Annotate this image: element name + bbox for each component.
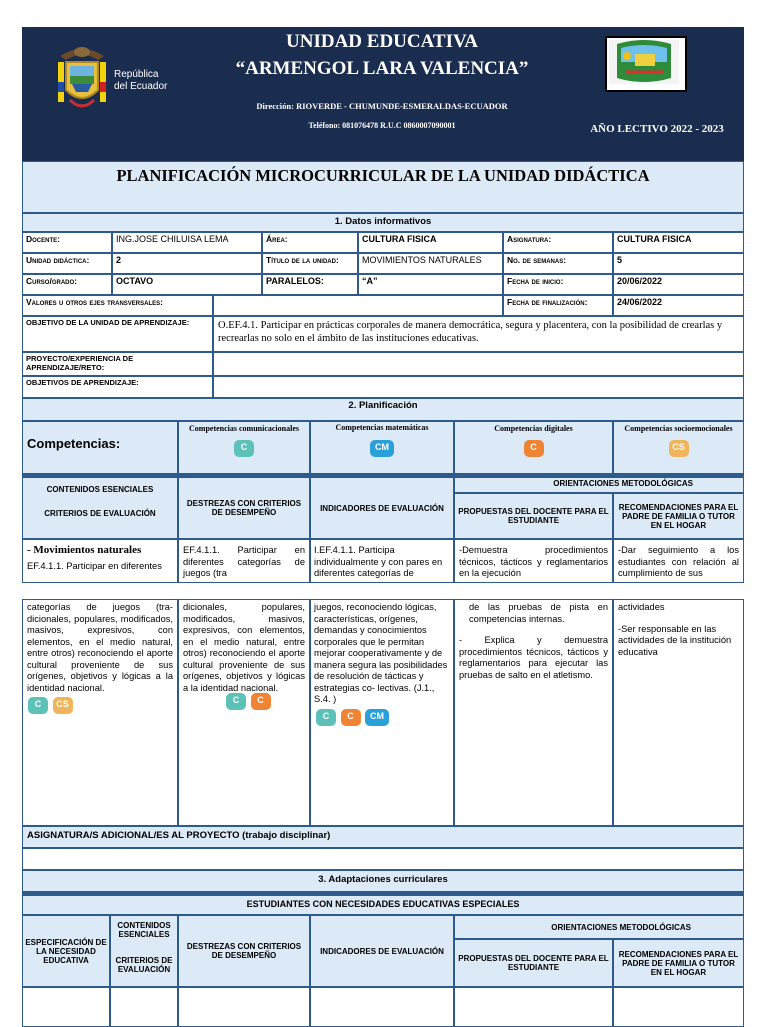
row2-cs-icon — [53, 697, 73, 714]
criterios-header: CRITERIOS DE EVALUACIÓN — [44, 508, 156, 518]
semanas-label-cell — [503, 253, 613, 274]
row2-indicador-c-icon-text: C — [322, 710, 330, 721]
indicadores-header: INDICADORES DE EVALUACIÓN — [320, 503, 444, 513]
proyecto-label: PROYECTO/EXPERIENCIA DE APRENDIZAJE/RETO: — [26, 354, 134, 372]
inicio-value-cell — [613, 274, 744, 295]
competencias-label-cell — [22, 421, 178, 474]
row1-indicador-cell — [310, 539, 454, 583]
school-name-line1: UNIDAD EDUCATIVA — [286, 31, 478, 52]
competencias-comunicacionales-label: Competencias comunicacionales — [189, 424, 299, 433]
asignatura-value: CULTURA FISICA — [617, 234, 692, 244]
esp-empty-indicadores — [310, 987, 454, 1027]
proyecto-label-cell — [22, 352, 213, 376]
esp-especificacion-header: ESPECIFICACIÓN DE LA NECESIDAD EDUCATIVA — [25, 937, 107, 965]
recomendaciones-header-cell — [613, 493, 744, 539]
row2-c-icon — [28, 697, 48, 714]
row2-indicador-cm-icon-text: CM — [370, 710, 385, 721]
paralelos-value: “A” — [362, 276, 378, 286]
titulo-label-cell — [262, 253, 358, 274]
row1-destreza: EF.4.1.1. Participar en diferentes categorías de juegos (tra — [183, 545, 305, 578]
esp-contenidos-header: CONTENIDOS ESENCIALES — [117, 921, 171, 939]
valores-label-cell — [22, 295, 213, 316]
row2-propuesta-cell — [454, 599, 613, 826]
socioemocional-cs-icon-text: CS — [672, 442, 685, 452]
row1-content-text: EF.4.1.1. Participar en diferentes — [27, 561, 162, 571]
objetivo-value-cell — [213, 316, 744, 352]
valores-label: Valores u otros ejes transversales: — [26, 297, 163, 307]
asignatura-label: Asignatura: — [507, 234, 552, 244]
titulo-value: MOVIMIENTOS NATURALES — [362, 255, 482, 265]
page-break-gap — [0, 583, 768, 599]
row2-destreza: dicionales, populares, modificados, masivos, expresivos, con elementos, en el medio natural, entre otros) reconociendo el aporte cultural proveniente de sus orígenes, objetivos y lógicas a la identidad nacional. — [183, 602, 305, 693]
school-address: Dirección: RIOVERDE - CHUMUNDE-ESMERALDAS-ECUADOR — [256, 101, 508, 111]
esp-destrezas-header-cell — [178, 915, 310, 987]
objetivo-value: O.EF.4.1. Participar en prácticas corporales de manera democrática, segura y placentera, con la posibilidad de crearlas y recrearlas no solo en el ámbito de las instituciones educativas. — [218, 320, 723, 344]
row2-content: categorías de juegos (tra- dicionales, populares, modificados, masivos, expresivos, con elementos, en el medio natural, entre otros) reconociendo el aporte cultural proveniente de sus orígenes, objetivos y lógicas a la identidad nacional. — [27, 602, 173, 693]
orientaciones-header: ORIENTACIONES METODOLÓGICAS — [553, 479, 693, 488]
titulo-value-cell — [358, 253, 503, 274]
school-name-line2: “ARMENGOL LARA VALENCIA” — [235, 58, 529, 79]
republic-line2: del Ecuador — [114, 81, 168, 92]
esp-propuestas-header-cell — [454, 939, 613, 987]
section-1-heading — [22, 213, 744, 232]
esp-indicadores-header-cell — [310, 915, 454, 987]
objetivos-label: OBJETIVOS DE APRENDIZAJE: — [26, 378, 139, 387]
digital-monitor-icon-text: C — [530, 442, 537, 452]
inicio-label: Fecha de inicio: — [507, 276, 564, 286]
row2-destreza-icons — [179, 692, 309, 711]
titulo-label: Título de la unidad: — [266, 255, 339, 265]
row2-destreza-digital-icon — [251, 693, 271, 710]
propuestas-header: PROPUESTAS DEL DOCENTE PARA EL ESTUDIANTE — [458, 507, 609, 525]
school-year: AÑO LECTIVO 2022 - 2023 — [590, 123, 724, 135]
digital-monitor-icon — [524, 440, 544, 457]
matematica-cm-icon-text: CM — [375, 442, 389, 452]
socioemocional-cs-icon — [669, 440, 689, 457]
title-block — [22, 161, 744, 213]
competencias-socioemocionales-cell — [613, 421, 744, 474]
unidad-value: 2 — [116, 255, 122, 265]
row1-recomendacion-cell — [613, 539, 744, 583]
objetivo-label: OBJETIVO DE LA UNIDAD DE APRENDIZAJE: — [26, 318, 190, 327]
area-value: CULTURA FISICA — [362, 234, 437, 244]
row1-recomendacion: -Dar seguimiento a los estudiantes con relación al cumplimiento de sus — [618, 545, 739, 578]
asignaturas-adicionales-label: ASIGNATURA/S ADICIONAL/ES AL PROYECTO (trabajo disciplinar) — [27, 830, 331, 841]
row2-indicador-icons — [311, 708, 453, 727]
especiales-title-cell — [22, 895, 744, 915]
proyecto-value-cell — [213, 352, 744, 376]
paralelos-label: PARALELOS: — [266, 276, 324, 286]
row1-propuesta: -Demuestra procedimientos técnicos, tácticos y reglamentarios en la ejecución — [459, 545, 608, 578]
esp-empty-contenidos — [110, 987, 178, 1027]
row1-content-title: - Movimientos naturales — [27, 544, 142, 556]
row2-destreza-digital-icon-text: C — [257, 695, 264, 705]
school-flag-logo — [605, 36, 687, 92]
row2-cs-icon-text: CS — [56, 699, 69, 709]
area-value-cell — [358, 232, 503, 253]
competencias-socioemocionales-label: Competencias socioemocionales — [624, 424, 733, 433]
school-phone: Teléfono: 081076478 R.U.C 0860007090001 — [308, 121, 456, 130]
curso-label: Curso/grado: — [26, 276, 77, 286]
esp-recomendaciones-header-cell — [613, 939, 744, 987]
esp-contenidos-header-cell — [110, 915, 178, 987]
esp-empty-recomendaciones — [613, 987, 744, 1027]
curso-value: OCTAVO — [116, 276, 154, 286]
esp-empty-especificacion — [22, 987, 110, 1027]
header-banner — [22, 27, 744, 161]
esp-recomendaciones-header: RECOMENDACIONES PARA EL PADRE DE FAMILIA O TUTOR EN EL HOGAR — [618, 949, 739, 977]
row2-recomendacion-1: actividades — [618, 602, 665, 612]
row2-propuesta-2: - Explica y demuestra procedimientos técnicos, tácticos y reglamentarios para ejecutar las pruebas de salto en el atletismo. — [459, 635, 608, 680]
row2-indicador-cell — [310, 599, 454, 826]
competencias-comunicacionales-cell — [178, 421, 310, 474]
paralelos-label-cell — [262, 274, 358, 295]
esp-empty-propuestas — [454, 987, 613, 1027]
esp-propuestas-header: PROPUESTAS DEL DOCENTE PARA EL ESTUDIANTE — [458, 954, 609, 972]
row1-indicador: I.EF.4.1.1. Participa individualmente y con pares en diferentes categorías de — [314, 545, 443, 578]
asignaturas-adicionales-value-cell — [22, 848, 744, 870]
contenidos-header: CONTENIDOS ESENCIALES — [46, 484, 154, 494]
esp-criterios-header: CRITERIOS DE EVALUACIÓN — [115, 956, 173, 974]
objetivo-label-cell — [22, 316, 213, 352]
fin-value: 24/06/2022 — [617, 297, 663, 307]
row2-indicador-digital-icon — [341, 709, 361, 726]
recomendaciones-header: RECOMENDACIONES PARA EL PADRE DE FAMILIA O TUTOR EN EL HOGAR — [618, 502, 739, 530]
esp-orientaciones-header-cell — [454, 915, 744, 939]
curso-label-cell — [22, 274, 112, 295]
fin-value-cell — [613, 295, 744, 316]
competencias-digitales-label: Competencias digitales — [494, 424, 573, 433]
area-label-cell — [262, 232, 358, 253]
paralelos-value-cell — [358, 274, 503, 295]
competencias-matematicas-cell — [310, 421, 454, 474]
esp-orientaciones-header: ORIENTACIONES METODOLÓGICAS — [551, 922, 691, 932]
docente-value: ING.JOSE CHILUISA LEMA — [116, 234, 229, 244]
esp-indicadores-header: INDICADORES DE EVALUACIÓN — [320, 946, 444, 956]
semanas-label: No. de semanas: — [507, 255, 567, 265]
docente-label: Docente: — [26, 234, 60, 244]
row2-destreza-cell — [178, 599, 310, 826]
competencias-digitales-cell — [454, 421, 613, 474]
section-3-title: 3. Adaptaciones curriculares — [318, 874, 448, 885]
row1-contenido-cell — [22, 539, 178, 583]
comunicacional-c-icon — [234, 440, 254, 457]
semanas-value-cell — [613, 253, 744, 274]
semanas-value: 5 — [617, 255, 623, 265]
inicio-label-cell — [503, 274, 613, 295]
objetivos-label-cell — [22, 376, 213, 398]
row2-indicador-cm-icon — [365, 709, 389, 726]
objetivos-value-cell — [213, 376, 744, 398]
row2-propuesta-1: de las pruebas de pista en competencias internas. — [469, 602, 608, 624]
row1-destreza-cell — [178, 539, 310, 583]
row2-destreza-c-icon-text: C — [232, 695, 240, 705]
republic-line1: República — [114, 69, 159, 80]
matematica-cm-icon — [370, 440, 394, 457]
competencias-matematicas-label: Competencias matemáticas — [335, 423, 429, 432]
row2-contenido-cell — [22, 599, 178, 826]
docente-label-cell — [22, 232, 112, 253]
contenidos-criterios-header — [22, 477, 178, 539]
row2-recomendacion-2: -Ser responsable en las actividades de la institución educativa — [618, 623, 732, 657]
asignatura-label-cell — [503, 232, 613, 253]
unidad-label-cell — [22, 253, 112, 274]
valores-value-cell — [213, 295, 503, 316]
section-2-title: 2. Planificación — [348, 400, 418, 411]
destrezas-header-cell — [178, 477, 310, 539]
comunicacional-c-icon-text: C — [240, 442, 248, 452]
inicio-value: 20/06/2022 — [617, 276, 663, 286]
row2-indicador-digital-icon-text: C — [347, 710, 354, 721]
row2-indicador: juegos, reconociendo lógicas, características, orígenes, demandas y conocimientos corporales que le permitan mejorar cooperativamente y de manera segura las posibilidades de resolución de tácticas y estrategias co- lectivas. (J.1., S.4. ) — [314, 602, 448, 704]
coat-of-arms-logo — [52, 42, 112, 114]
competencias-label: Competencias: — [27, 436, 121, 451]
row2-c-icon-text: C — [34, 699, 42, 709]
propuestas-header-cell — [454, 493, 613, 539]
area-label: Área: — [266, 234, 288, 244]
especiales-title: ESTUDIANTES CON NECESIDADES EDUCATIVAS ESPECIALES — [246, 899, 520, 909]
esp-empty-destrezas — [178, 987, 310, 1027]
fin-label-cell — [503, 295, 613, 316]
row2-destreza-c-icon — [226, 693, 246, 710]
destrezas-header: DESTREZAS CON CRITERIOS DE DESEMPEÑO — [186, 499, 302, 517]
esp-destrezas-header: DESTREZAS CON CRITERIOS DE DESEMPEÑO — [186, 942, 302, 960]
asignatura-value-cell — [613, 232, 744, 253]
esp-especificacion-header-cell — [22, 915, 110, 987]
page-title: PLANIFICACIÓN MICROCURRICULAR DE LA UNIDAD DIDÁCTICA — [116, 166, 650, 185]
unidad-value-cell — [112, 253, 262, 274]
unidad-label: Unidad didáctica: — [26, 255, 90, 265]
curso-value-cell — [112, 274, 262, 295]
row1-propuesta-cell — [454, 539, 613, 583]
section-3-heading — [22, 870, 744, 892]
row2-indicador-c-icon — [316, 709, 336, 726]
section-2-heading — [22, 398, 744, 421]
asignaturas-adicionales-cell — [22, 826, 744, 848]
fin-label: Fecha de finalización: — [507, 297, 588, 307]
republic-text — [114, 69, 167, 93]
docente-value-cell — [112, 232, 262, 253]
row2-content-icons — [23, 696, 177, 715]
row2-recomendacion-cell — [613, 599, 744, 826]
orientaciones-header-cell — [454, 477, 744, 493]
section-1-title: 1. Datos informativos — [334, 216, 432, 227]
indicadores-header-cell — [310, 477, 454, 539]
